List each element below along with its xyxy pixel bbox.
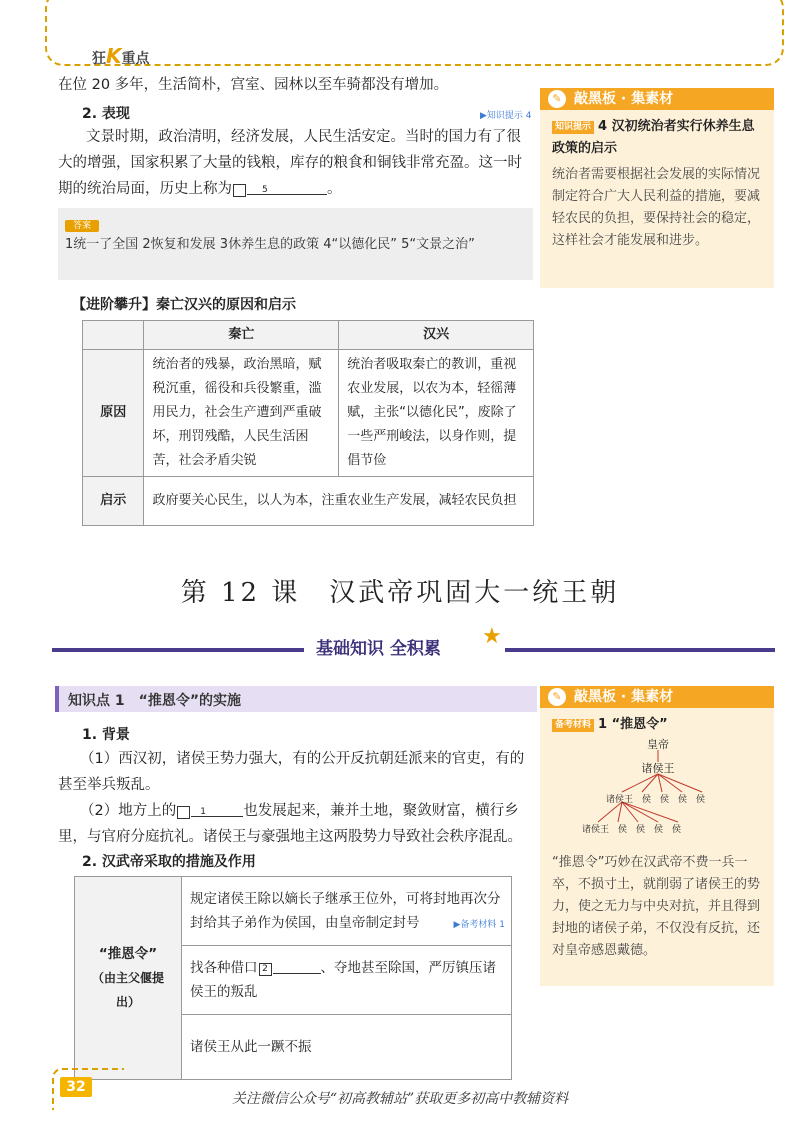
banner-label: 基础知识 全积累 xyxy=(316,639,441,659)
fill-blank-5[interactable] xyxy=(247,180,327,195)
background-p2 xyxy=(58,798,534,850)
lesson-text: 政府要关心民生，以人为本，注重农业生产发展，减轻农民负担 xyxy=(144,477,534,526)
row-header-cause: 原因 xyxy=(83,350,144,477)
fill-blank-1[interactable] xyxy=(191,802,243,817)
table-corner xyxy=(83,321,144,350)
sidebar-bottom-tag: 备考材料 xyxy=(552,719,594,732)
chalkboard-icon-2: ✎ xyxy=(548,688,566,706)
row-header-lesson: 启示 xyxy=(83,477,144,526)
measure-1 xyxy=(182,877,512,946)
sidebar-top-body xyxy=(540,110,774,252)
sidebar-top-item xyxy=(552,116,764,160)
row-head-sub: （由主父偃提出） xyxy=(91,971,164,1009)
lesson-title: 第 12 课 汉武帝巩固大一统王朝 xyxy=(180,578,620,608)
sidebar-bottom-body xyxy=(540,708,774,962)
tree-root: 皇帝 xyxy=(647,738,669,751)
background-heading: 1. 背景 xyxy=(82,727,130,743)
background-p2-a: （2）地方上的 xyxy=(80,803,177,819)
para-end: 。 xyxy=(327,181,342,197)
blank-number-2: 2 xyxy=(259,963,272,976)
sidebar-top-title-text: 敲黑板 · 集素材 xyxy=(574,91,674,107)
answers-text: 1统一了全国 2恢复和发展 3休养生息的政策 4“以德化民” 5“文景之治” xyxy=(65,237,475,252)
sidebar-bottom-title-text: 敲黑板 · 集素材 xyxy=(574,689,674,705)
advanced-title: 【进阶攀升】秦亡汉兴的原因和启示 xyxy=(72,297,296,313)
answers-badge: 答案 xyxy=(65,220,99,232)
exam-material-hint-1: ▶备考材料 1 xyxy=(453,920,505,930)
fill-blank-2[interactable] xyxy=(273,959,321,974)
measures-row-header xyxy=(75,877,182,1080)
sidebar-bottom-title xyxy=(540,686,774,708)
background-p2-b: 也发展起来，兼并土地，聚敛财富，横行乡里，与官府分庭抗礼。诸侯王与豪强地主这两股势力导致社会秩序混乱。 xyxy=(58,803,522,845)
measures-heading: 2. 汉武帝采取的措施及作用 xyxy=(82,854,256,870)
sidebar-bottom-text: “推恩令”巧妙在汉武帝不费一兵一卒，不损寸土，就削弱了诸侯王的势力，使之无力与中央对抗，并且得到封地的诸侯子弟，不仅没有反抗，还对皇帝感恩戴德。 xyxy=(552,855,761,958)
comparison-table xyxy=(82,320,534,526)
cause-han: 统治者吸取秦亡的教训，重视农业发展，以农为本，轻徭薄赋，主张“以德化民”，废除了一些严刑峻法，以身作则，提倡节俭 xyxy=(339,350,534,477)
page-number: 32 xyxy=(60,1077,92,1097)
knowledge-hint-4: ▶知识提示 4 xyxy=(480,111,532,121)
header-frame xyxy=(45,0,784,66)
knowledge-point-label: 知识点 1 “推恩令”的实施 xyxy=(68,693,242,709)
measure-3: 诸侯王从此一蹶不振 xyxy=(182,1015,512,1080)
sidebar-top xyxy=(540,88,774,288)
measures-table xyxy=(74,876,512,1080)
chalkboard-icon: ✎ xyxy=(548,90,566,108)
sidebar-top-text: 统治者需要根据社会发展的实际情况制定符合广大人民利益的措施，要减轻农民的负担，要保持社会的稳定，这样社会才能发展和进步。 xyxy=(552,167,761,248)
grace-decree-tree xyxy=(552,736,764,838)
intro-line: 在位 20 多年，生活简朴，宫室、园林以至车骑都没有增加。 xyxy=(58,77,449,93)
sidebar-top-tag: 知识提示 xyxy=(552,121,594,134)
measure-2-a: 找各种借口 xyxy=(190,960,258,976)
cause-qin: 统治者的残暴，政治黑暗，赋税沉重，徭役和兵役繁重，滥用民力，社会生产遭到严重破坏，刑罚残酷，人民生活困苦，社会矛盾尖锐 xyxy=(144,350,339,477)
blank-number-5: 5 xyxy=(233,184,246,197)
banner-bar-right xyxy=(505,648,775,652)
logo-suffix: 重点 xyxy=(121,51,150,67)
background-p1: （1）西汉初，诸侯王势力强大，有的公开反抗朝廷派来的官吏，有的甚至举兵叛乱。 xyxy=(58,751,525,793)
sidebar-bottom-item xyxy=(552,714,764,736)
measure-2-b: 、夺地甚至除国，严厉镇压诸侯王的叛乱 xyxy=(190,960,496,1000)
logo-prefix: 狂 xyxy=(92,51,106,67)
sidebar-top-item-title: 4 汉初统治者实行休养生息政策的启示 xyxy=(552,119,755,156)
header-qin: 秦亡 xyxy=(144,321,339,350)
logo-k: K xyxy=(106,44,122,68)
section-2-heading: 2. 表现 xyxy=(82,106,130,122)
sidebar-top-title xyxy=(540,88,774,110)
sidebar-bottom xyxy=(540,686,774,986)
footer-note: 关注微信公众号“初高教辅站”获取更多初高中教辅资料 xyxy=(231,1091,569,1107)
brand-logo xyxy=(92,44,150,68)
measure-2 xyxy=(182,946,512,1015)
header-han: 汉兴 xyxy=(339,321,534,350)
tree-level-1: 诸侯王 xyxy=(641,762,675,775)
tree-level-2: 诸侯王 侯 侯 侯 侯 xyxy=(606,795,706,805)
banner-bar-left xyxy=(52,648,304,652)
tree-level-3: 诸侯王 侯 侯 侯 侯 xyxy=(582,825,682,835)
row-head-title: “推恩令” xyxy=(98,946,158,962)
measure-1-text: 规定诸侯王除以嫡长子继承王位外，可将封地再次分封给其子弟作为侯国，由皇帝制定封号 xyxy=(190,891,501,931)
runner-icon: ★ xyxy=(482,624,502,649)
sidebar-bottom-item-title: 1 “推恩令” xyxy=(598,717,668,732)
performance-text: 文景时期，政治清明，经济发展，人民生活安定。当时的国力有了很大的增强，国家积累了大量的钱粮，库存的粮食和铜钱非常充盈。这一时期的统治局面，历史上称为 xyxy=(58,129,522,197)
performance-paragraph xyxy=(58,124,534,202)
blank-number-1: 1 xyxy=(177,806,190,819)
